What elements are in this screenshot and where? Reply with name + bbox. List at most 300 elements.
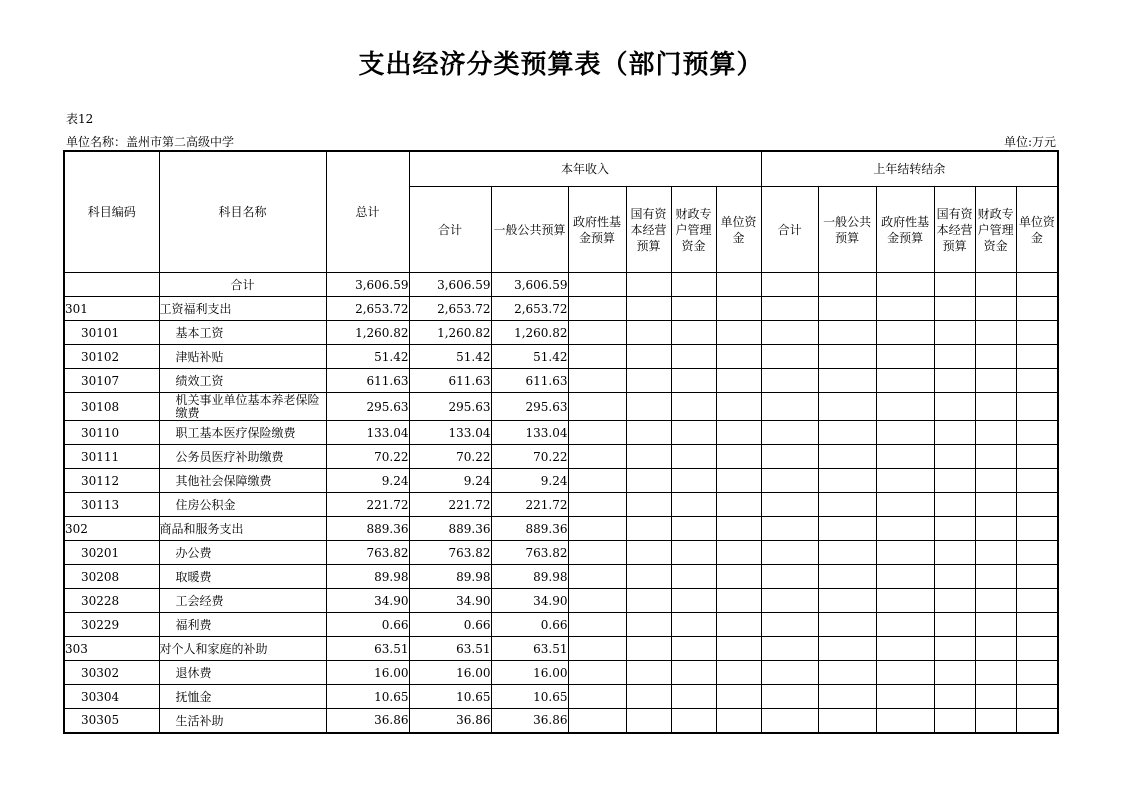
header-cy-gov-fund: 政府性基金预算 (568, 187, 626, 273)
table-row (64, 369, 1058, 393)
cell-code: 30112 (64, 469, 159, 493)
cell-empty (876, 493, 934, 517)
cell-empty (1016, 345, 1058, 369)
cell-empty (716, 345, 761, 369)
cell-total: 0.66 (326, 613, 409, 637)
cell-total: 221.72 (326, 493, 409, 517)
cell-empty (818, 273, 876, 297)
cell-empty (671, 321, 716, 345)
cell-empty (626, 517, 671, 541)
cell-empty (626, 393, 671, 421)
cell-cy-sum: 221.72 (409, 493, 491, 517)
cell-empty (671, 661, 716, 685)
cell-empty (568, 685, 626, 709)
cell-empty (876, 345, 934, 369)
cell-empty (975, 469, 1016, 493)
cell-empty (818, 589, 876, 613)
cell-cy-sum: 3,606.59 (409, 273, 491, 297)
cell-empty (818, 565, 876, 589)
cell-empty (671, 297, 716, 321)
table-row (64, 613, 1058, 637)
cell-empty (671, 493, 716, 517)
cell-empty (1016, 589, 1058, 613)
cell-empty (934, 493, 975, 517)
table-row (64, 345, 1058, 369)
header-ly-unit: 单位资金 (1016, 187, 1058, 273)
cell-total: 295.63 (326, 393, 409, 421)
cell-cy-sum: 34.90 (409, 589, 491, 613)
cell-empty (626, 685, 671, 709)
cell-code (64, 273, 159, 297)
cell-empty (716, 393, 761, 421)
cell-empty (934, 345, 975, 369)
cell-empty (761, 297, 818, 321)
cell-empty (1016, 445, 1058, 469)
cell-empty (934, 321, 975, 345)
table-row (64, 493, 1058, 517)
table-row (64, 541, 1058, 565)
cell-empty (568, 709, 626, 733)
cell-cy-general: 889.36 (491, 517, 568, 541)
cell-cy-sum: 63.51 (409, 637, 491, 661)
cell-empty (671, 685, 716, 709)
cell-name: 绩效工资 (159, 369, 326, 393)
cell-name: 抚恤金 (159, 685, 326, 709)
table-row (64, 421, 1058, 445)
cell-empty (626, 637, 671, 661)
cell-empty (761, 469, 818, 493)
cell-empty (716, 517, 761, 541)
table-row (64, 445, 1058, 469)
cell-empty (1016, 685, 1058, 709)
cell-empty (568, 589, 626, 613)
cell-empty (568, 493, 626, 517)
cell-cy-sum: 763.82 (409, 541, 491, 565)
cell-total: 1,260.82 (326, 321, 409, 345)
cell-empty (934, 589, 975, 613)
cell-empty (568, 445, 626, 469)
cell-empty (716, 493, 761, 517)
cell-code: 30201 (64, 541, 159, 565)
table-row (64, 469, 1058, 493)
cell-total: 63.51 (326, 637, 409, 661)
cell-cy-general: 763.82 (491, 541, 568, 565)
cell-empty (716, 321, 761, 345)
cell-empty (671, 541, 716, 565)
cell-empty (818, 541, 876, 565)
cell-cy-general: 2,653.72 (491, 297, 568, 321)
cell-empty (934, 517, 975, 541)
cell-empty (568, 661, 626, 685)
cell-empty (716, 297, 761, 321)
cell-empty (975, 685, 1016, 709)
cell-empty (716, 589, 761, 613)
cell-code: 30108 (64, 393, 159, 421)
cell-code: 30228 (64, 589, 159, 613)
cell-cy-general: 10.65 (491, 685, 568, 709)
cell-cy-general: 221.72 (491, 493, 568, 517)
table-row (64, 589, 1058, 613)
cell-empty (1016, 661, 1058, 685)
table-row (64, 321, 1058, 345)
budget-table (63, 150, 1059, 734)
cell-empty (975, 297, 1016, 321)
cell-empty (626, 661, 671, 685)
header-ly-state-capital: 国有资本经营预算 (934, 187, 975, 273)
cell-code: 30305 (64, 709, 159, 733)
cell-empty (568, 345, 626, 369)
cell-empty (568, 517, 626, 541)
cell-empty (934, 273, 975, 297)
cell-empty (761, 613, 818, 637)
cell-empty (671, 345, 716, 369)
cell-name: 其他社会保障缴费 (159, 469, 326, 493)
cell-total: 611.63 (326, 369, 409, 393)
cell-empty (818, 469, 876, 493)
cell-empty (671, 421, 716, 445)
cell-empty (568, 565, 626, 589)
cell-empty (626, 421, 671, 445)
cell-total: 2,653.72 (326, 297, 409, 321)
cell-cy-general: 63.51 (491, 637, 568, 661)
table-row (64, 685, 1058, 709)
table-row (64, 297, 1058, 321)
cell-total: 9.24 (326, 469, 409, 493)
cell-cy-general: 16.00 (491, 661, 568, 685)
cell-total: 3,606.59 (326, 273, 409, 297)
cell-empty (716, 445, 761, 469)
cell-empty (761, 421, 818, 445)
cell-name: 办公费 (159, 541, 326, 565)
cell-empty (818, 421, 876, 445)
cell-empty (568, 421, 626, 445)
cell-empty (626, 469, 671, 493)
cell-empty (1016, 517, 1058, 541)
cell-total: 16.00 (326, 661, 409, 685)
cell-cy-general: 51.42 (491, 345, 568, 369)
cell-empty (626, 369, 671, 393)
cell-total: 34.90 (326, 589, 409, 613)
table-number: 表12 (66, 112, 94, 126)
cell-empty (671, 589, 716, 613)
cell-cy-general: 611.63 (491, 369, 568, 393)
cell-empty (626, 493, 671, 517)
cell-empty (934, 661, 975, 685)
cell-empty (761, 661, 818, 685)
cell-cy-sum: 0.66 (409, 613, 491, 637)
cell-empty (975, 321, 1016, 345)
cell-empty (934, 637, 975, 661)
cell-empty (1016, 469, 1058, 493)
cell-empty (626, 297, 671, 321)
cell-empty (626, 321, 671, 345)
table-row (64, 637, 1058, 661)
cell-empty (761, 685, 818, 709)
cell-empty (716, 637, 761, 661)
cell-empty (818, 321, 876, 345)
cell-empty (716, 685, 761, 709)
cell-empty (818, 445, 876, 469)
cell-empty (934, 685, 975, 709)
cell-empty (818, 297, 876, 321)
cell-cy-general: 3,606.59 (491, 273, 568, 297)
cell-cy-general: 0.66 (491, 613, 568, 637)
cell-empty (975, 445, 1016, 469)
cell-empty (716, 469, 761, 493)
cell-empty (671, 613, 716, 637)
header-cy-unit: 单位资金 (716, 187, 761, 273)
header-ly-general: 一般公共预算 (818, 187, 876, 273)
cell-empty (761, 565, 818, 589)
cell-empty (934, 393, 975, 421)
cell-empty (761, 709, 818, 733)
cell-name: 取暖费 (159, 565, 326, 589)
cell-name: 商品和服务支出 (159, 517, 326, 541)
cell-empty (934, 541, 975, 565)
cell-empty (671, 445, 716, 469)
cell-empty (568, 613, 626, 637)
cell-empty (1016, 493, 1058, 517)
cell-empty (876, 613, 934, 637)
cell-total: 763.82 (326, 541, 409, 565)
cell-empty (975, 541, 1016, 565)
cell-empty (818, 661, 876, 685)
cell-total: 36.86 (326, 709, 409, 733)
cell-code: 30110 (64, 421, 159, 445)
cell-empty (671, 369, 716, 393)
cell-empty (761, 393, 818, 421)
cell-empty (761, 589, 818, 613)
cell-empty (876, 393, 934, 421)
cell-empty (975, 345, 1016, 369)
cell-cy-sum: 2,653.72 (409, 297, 491, 321)
cell-code: 302 (64, 517, 159, 541)
cell-empty (716, 613, 761, 637)
cell-empty (626, 445, 671, 469)
table-row (64, 565, 1058, 589)
cell-empty (975, 589, 1016, 613)
cell-empty (1016, 541, 1058, 565)
table-row (64, 517, 1058, 541)
cell-cy-sum: 10.65 (409, 685, 491, 709)
cell-cy-sum: 889.36 (409, 517, 491, 541)
cell-empty (1016, 369, 1058, 393)
cell-total: 133.04 (326, 421, 409, 445)
table-header (64, 151, 1058, 273)
table-row (64, 393, 1058, 421)
cell-code: 30302 (64, 661, 159, 685)
cell-empty (626, 589, 671, 613)
table-row (64, 709, 1058, 733)
cell-empty (934, 709, 975, 733)
cell-cy-general: 89.98 (491, 565, 568, 589)
cell-code: 30304 (64, 685, 159, 709)
cell-empty (716, 421, 761, 445)
cell-cy-sum: 295.63 (409, 393, 491, 421)
cell-empty (671, 469, 716, 493)
header-cy-general: 一般公共预算 (491, 187, 568, 273)
cell-empty (876, 541, 934, 565)
header-last-year: 上年结转结余 (761, 151, 1058, 187)
cell-empty (975, 637, 1016, 661)
cell-empty (1016, 393, 1058, 421)
cell-code: 30208 (64, 565, 159, 589)
cell-code: 30113 (64, 493, 159, 517)
cell-cy-sum: 70.22 (409, 445, 491, 469)
cell-total: 70.22 (326, 445, 409, 469)
cell-empty (671, 517, 716, 541)
header-ly-gov-fund: 政府性基金预算 (876, 187, 934, 273)
cell-empty (568, 369, 626, 393)
header-name: 科目名称 (159, 151, 326, 273)
cell-empty (975, 565, 1016, 589)
cell-name: 合计 (159, 273, 326, 297)
table-body (64, 273, 1058, 733)
cell-empty (876, 273, 934, 297)
cell-empty (671, 637, 716, 661)
total-row (64, 273, 1058, 297)
cell-empty (876, 517, 934, 541)
cell-cy-general: 34.90 (491, 589, 568, 613)
cell-empty (975, 393, 1016, 421)
cell-empty (568, 393, 626, 421)
cell-empty (876, 589, 934, 613)
header-code: 科目编码 (64, 151, 159, 273)
cell-empty (818, 345, 876, 369)
cell-empty (626, 565, 671, 589)
cell-empty (934, 421, 975, 445)
cell-empty (761, 345, 818, 369)
cell-empty (761, 321, 818, 345)
cell-empty (934, 445, 975, 469)
header-cy-special: 财政专户管理资金 (671, 187, 716, 273)
cell-empty (876, 369, 934, 393)
cell-cy-general: 1,260.82 (491, 321, 568, 345)
cell-empty (1016, 565, 1058, 589)
cell-empty (716, 661, 761, 685)
cell-empty (934, 469, 975, 493)
cell-code: 30101 (64, 321, 159, 345)
cell-empty (818, 637, 876, 661)
cell-empty (876, 421, 934, 445)
cell-empty (568, 637, 626, 661)
cell-empty (934, 369, 975, 393)
cell-name: 机关事业单位基本养老保险缴费 (159, 393, 326, 421)
cell-total: 889.36 (326, 517, 409, 541)
cell-empty (818, 613, 876, 637)
cell-empty (876, 469, 934, 493)
cell-empty (716, 541, 761, 565)
cell-empty (716, 565, 761, 589)
cell-empty (818, 685, 876, 709)
cell-empty (876, 445, 934, 469)
cell-empty (1016, 297, 1058, 321)
cell-empty (876, 565, 934, 589)
cell-empty (568, 273, 626, 297)
cell-empty (1016, 637, 1058, 661)
cell-name: 住房公积金 (159, 493, 326, 517)
cell-empty (568, 541, 626, 565)
cell-empty (876, 637, 934, 661)
cell-total: 89.98 (326, 565, 409, 589)
cell-empty (876, 661, 934, 685)
header-total: 总计 (326, 151, 409, 273)
cell-empty (934, 297, 975, 321)
cell-code: 30107 (64, 369, 159, 393)
cell-empty (626, 541, 671, 565)
cell-cy-general: 9.24 (491, 469, 568, 493)
cell-code: 30229 (64, 613, 159, 637)
cell-empty (934, 613, 975, 637)
cell-name: 职工基本医疗保险缴费 (159, 421, 326, 445)
cell-empty (876, 321, 934, 345)
cell-empty (761, 273, 818, 297)
cell-empty (761, 541, 818, 565)
cell-cy-general: 70.22 (491, 445, 568, 469)
cell-cy-sum: 36.86 (409, 709, 491, 733)
cell-cy-sum: 1,260.82 (409, 321, 491, 345)
cell-empty (761, 637, 818, 661)
cell-empty (818, 517, 876, 541)
cell-empty (975, 661, 1016, 685)
cell-cy-general: 295.63 (491, 393, 568, 421)
cell-empty (975, 613, 1016, 637)
cell-name: 生活补助 (159, 709, 326, 733)
cell-empty (716, 369, 761, 393)
cell-empty (568, 469, 626, 493)
header-ly-sum: 合计 (761, 187, 818, 273)
cell-name: 福利费 (159, 613, 326, 637)
cell-name: 工会经费 (159, 589, 326, 613)
cell-empty (568, 321, 626, 345)
cell-name: 基本工资 (159, 321, 326, 345)
cell-empty (876, 709, 934, 733)
header-current-year: 本年收入 (409, 151, 761, 187)
cell-empty (818, 493, 876, 517)
cell-empty (761, 517, 818, 541)
cell-empty (671, 273, 716, 297)
cell-cy-sum: 16.00 (409, 661, 491, 685)
cell-empty (671, 709, 716, 733)
cell-empty (975, 421, 1016, 445)
cell-empty (1016, 709, 1058, 733)
page-title: 支出经济分类预算表（部门预算） (358, 50, 764, 80)
cell-empty (1016, 321, 1058, 345)
cell-name: 工资福利支出 (159, 297, 326, 321)
cell-empty (716, 709, 761, 733)
table-row (64, 661, 1058, 685)
cell-cy-general: 133.04 (491, 421, 568, 445)
cell-empty (876, 297, 934, 321)
cell-empty (818, 369, 876, 393)
cell-cy-general: 36.86 (491, 709, 568, 733)
header-cy-state-capital: 国有资本经营预算 (626, 187, 671, 273)
currency-unit: 单位:万元 (1003, 135, 1056, 149)
cell-empty (716, 273, 761, 297)
header-cy-sum: 合计 (409, 187, 491, 273)
cell-code: 30111 (64, 445, 159, 469)
header-ly-special: 财政专户管理资金 (975, 187, 1016, 273)
cell-empty (1016, 421, 1058, 445)
cell-empty (671, 393, 716, 421)
cell-empty (975, 493, 1016, 517)
cell-empty (626, 709, 671, 733)
cell-empty (975, 709, 1016, 733)
cell-empty (626, 613, 671, 637)
cell-cy-sum: 51.42 (409, 345, 491, 369)
cell-empty (671, 565, 716, 589)
cell-name: 津贴补贴 (159, 345, 326, 369)
